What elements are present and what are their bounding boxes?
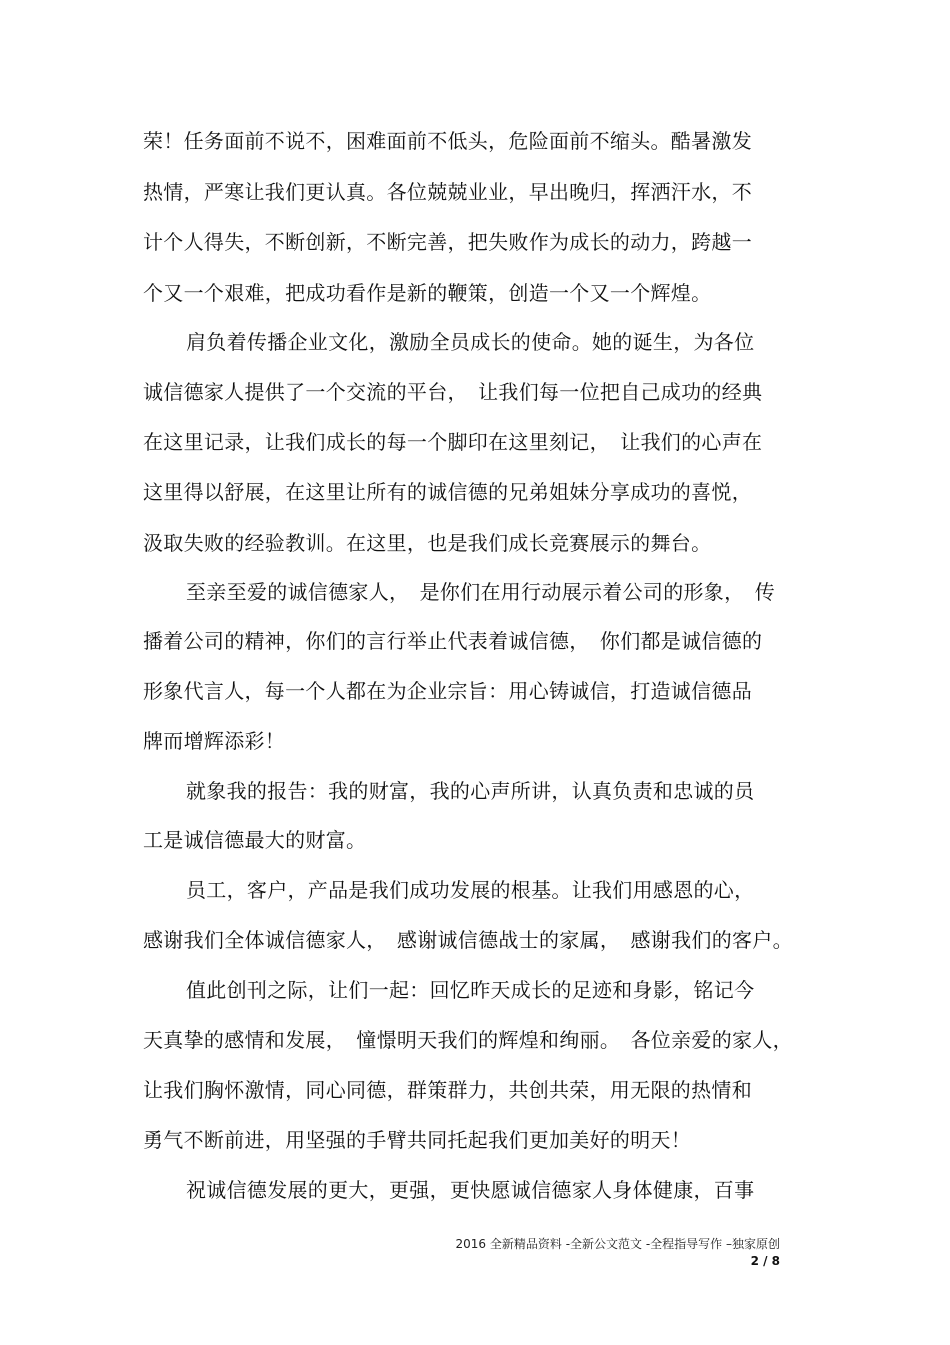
body-line: 热情，严寒让我们更认真。各位兢兢业业，早出晚归，挥洒汗水，不 [143, 180, 752, 204]
body-line: 让我们胸怀激情，同心同德，群策群力，共创共荣，用无限的热情和 [143, 1078, 752, 1102]
paragraph-first-line: 肩负着传播企业文化，激励全员成长的使命。她的诞生，为各位 [186, 330, 755, 354]
body-line: 在这里记录，让我们成长的每一个脚印在这里刻记， 让我们的心声在 [143, 430, 763, 454]
paragraph-first-line: 就象我的报告：我的财富，我的心声所讲，认真负责和忠诚的员 [186, 779, 755, 803]
body-line: 汲取失败的经验教训。在这里，也是我们成长竞赛展示的舞台。 [143, 531, 712, 555]
body-line: 感谢我们全体诚信德家人， 感谢诚信德战士的家属， 感谢我们的客户。 [143, 928, 793, 952]
page-footer: 2016 全新精品资料 -全新公文范文 -全程指导写作 –独家原创 [455, 1237, 780, 1251]
body-line: 天真挚的感情和发展， 憧憬明天我们的辉煌和绚丽。 各位亲爱的家人， [143, 1028, 793, 1052]
paragraph-first-line: 祝诚信德发展的更大，更强，更快愿诚信德家人身体健康，百事 [186, 1178, 755, 1202]
body-line: 荣！任务面前不说不，困难面前不低头，危险面前不缩头。酷暑激发 [143, 129, 752, 153]
page-number: 2 / 8 [750, 1254, 780, 1268]
body-line: 个又一个艰难，把成功看作是新的鞭策，创造一个又一个辉煌。 [143, 281, 712, 305]
body-line: 工是诚信德最大的财富。 [143, 828, 367, 852]
paragraph-first-line: 值此创刊之际，让们一起：回忆昨天成长的足迹和身影，铭记今 [186, 978, 755, 1002]
body-line: 牌而增辉添彩！ [143, 729, 286, 753]
body-line: 诚信德家人提供了一个交流的平台， 让我们每一位把自己成功的经典 [143, 380, 763, 404]
body-line: 形象代言人，每一个人都在为企业宗旨：用心铸诚信，打造诚信德品 [143, 679, 752, 703]
body-line: 这里得以舒展，在这里让所有的诚信德的兄弟姐妹分享成功的喜悦， [143, 480, 752, 504]
paragraph-first-line: 至亲至爱的诚信德家人， 是你们在用行动展示着公司的形象， 传 [186, 580, 775, 604]
body-line: 播着公司的精神，你们的言行举止代表着诚信德， 你们都是诚信德的 [143, 629, 763, 653]
body-line: 计个人得失，不断创新，不断完善，把失败作为成长的动力，跨越一 [143, 230, 752, 254]
paragraph-first-line: 员工，客户，产品是我们成功发展的根基。让我们用感恩的心， [186, 878, 755, 902]
body-line: 勇气不断前进，用坚强的手臂共同托起我们更加美好的明天！ [143, 1128, 692, 1152]
